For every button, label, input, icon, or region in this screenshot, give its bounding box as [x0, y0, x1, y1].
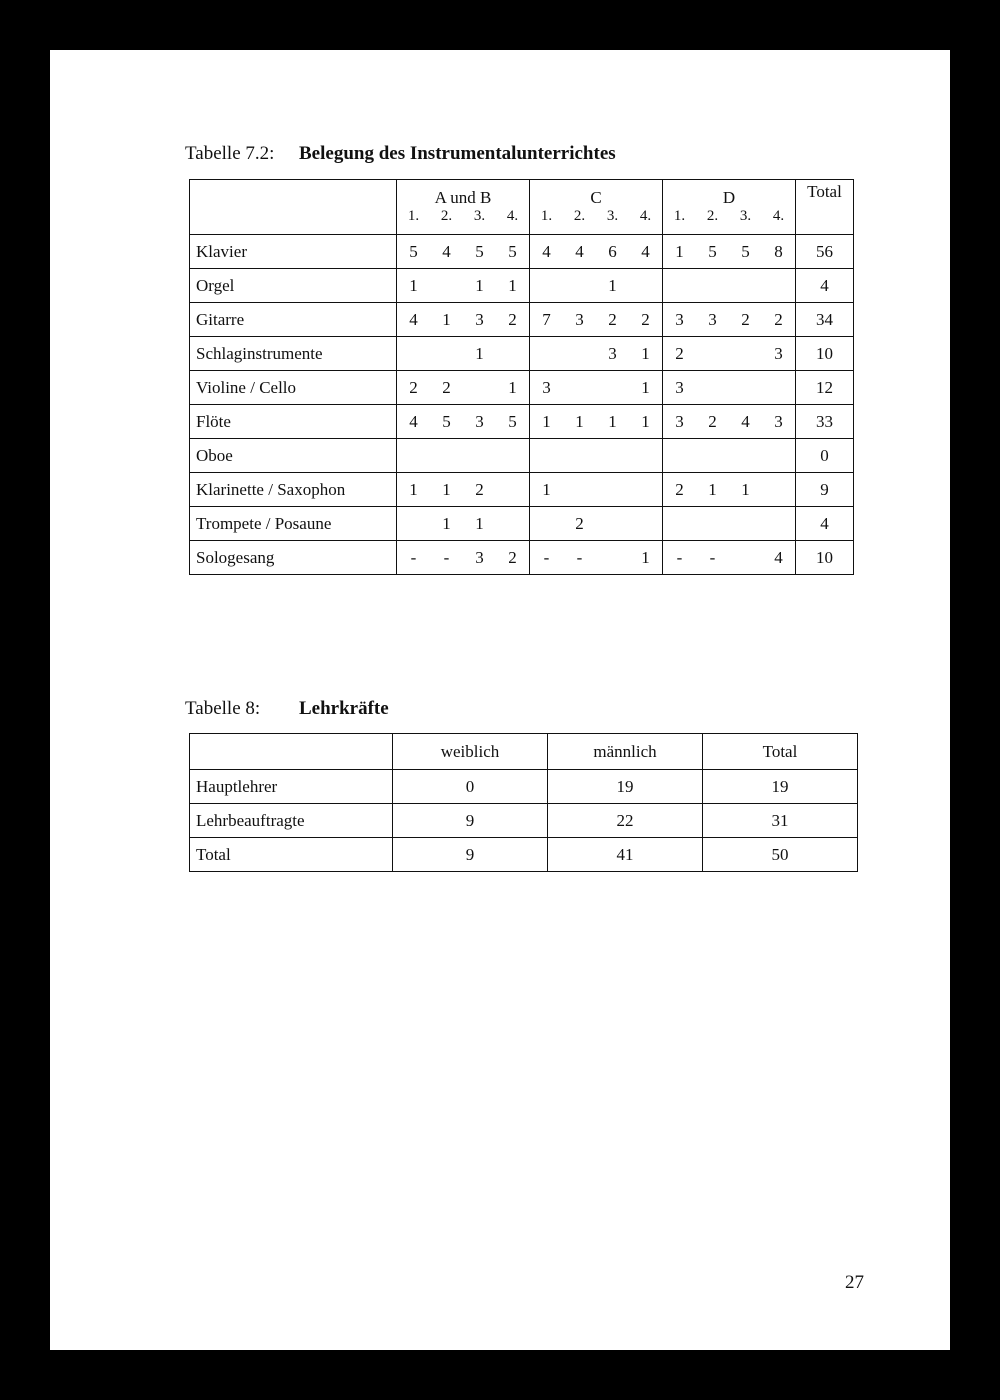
- table-row: [190, 541, 854, 575]
- page-number: 27: [845, 1272, 864, 1293]
- value-cell: [530, 439, 564, 473]
- value-cell: [530, 269, 564, 303]
- value-cell: [530, 507, 564, 541]
- value-cell: 1: [463, 507, 496, 541]
- total-cell: 34: [796, 303, 854, 337]
- value-cell: 3: [530, 371, 564, 405]
- value-cell: [563, 269, 596, 303]
- value-cell: [563, 371, 596, 405]
- value-cell: 2: [729, 303, 762, 337]
- total-cell: 10: [796, 541, 854, 575]
- value-cell: [563, 473, 596, 507]
- value-cell: 4: [729, 405, 762, 439]
- value-cell: 41: [548, 838, 703, 872]
- value-cell: [397, 507, 431, 541]
- value-cell: 3: [762, 337, 796, 371]
- value-cell: [762, 269, 796, 303]
- value-cell: 50: [703, 838, 858, 872]
- total-cell: 4: [796, 507, 854, 541]
- value-cell: [596, 507, 629, 541]
- value-cell: 4: [397, 405, 431, 439]
- value-cell: [496, 337, 530, 371]
- value-cell: [629, 507, 663, 541]
- table-row: [190, 473, 854, 507]
- value-cell: [629, 439, 663, 473]
- value-cell: [696, 269, 729, 303]
- value-cell: 1: [530, 405, 564, 439]
- value-cell: [696, 507, 729, 541]
- value-cell: 1: [430, 473, 463, 507]
- value-cell: 19: [548, 770, 703, 804]
- header-empty-cell: [190, 734, 393, 770]
- total-cell: 10: [796, 337, 854, 371]
- table-7-2-label: Tabelle 7.2:: [185, 143, 275, 164]
- value-cell: 3: [663, 405, 697, 439]
- total-cell: 0: [796, 439, 854, 473]
- column-header: männlich: [548, 734, 703, 770]
- value-cell: 3: [762, 405, 796, 439]
- table-row: [190, 235, 854, 269]
- value-cell: 3: [663, 371, 697, 405]
- sub-header: 4.: [762, 208, 796, 235]
- value-cell: 3: [463, 541, 496, 575]
- table-row: [190, 770, 858, 804]
- value-cell: 9: [393, 804, 548, 838]
- sub-header: 3.: [606, 208, 619, 224]
- row-label: Klavier: [190, 235, 397, 269]
- value-cell: 9: [393, 838, 548, 872]
- value-cell: [397, 337, 431, 371]
- value-cell: [696, 439, 729, 473]
- table-8-label: Tabelle 8:: [185, 698, 261, 719]
- total-header: Total: [807, 182, 842, 201]
- value-cell: [430, 439, 463, 473]
- value-cell: 2: [762, 303, 796, 337]
- value-cell: 6: [596, 235, 629, 269]
- value-cell: 3: [663, 303, 697, 337]
- value-cell: [762, 507, 796, 541]
- total-cell: 12: [796, 371, 854, 405]
- header-empty-cell: [190, 180, 397, 235]
- value-cell: [596, 371, 629, 405]
- table-row: [190, 439, 854, 473]
- value-cell: [430, 337, 463, 371]
- value-cell: 1: [663, 235, 697, 269]
- value-cell: 4: [397, 303, 431, 337]
- value-cell: [729, 269, 762, 303]
- value-cell: [629, 269, 663, 303]
- value-cell: 4: [629, 235, 663, 269]
- value-cell: [762, 439, 796, 473]
- value-cell: 3: [463, 303, 496, 337]
- sub-header: 2.: [573, 208, 586, 224]
- value-cell: [696, 371, 729, 405]
- sub-header: 4.: [629, 208, 663, 235]
- value-cell: 1: [463, 269, 496, 303]
- value-cell: 1: [397, 269, 431, 303]
- table-row: [190, 269, 854, 303]
- value-cell: 5: [696, 235, 729, 269]
- sub-header: 3.: [739, 208, 752, 224]
- value-cell: 19: [703, 770, 858, 804]
- value-cell: 1: [629, 541, 663, 575]
- value-cell: -: [430, 541, 463, 575]
- group-header: C: [530, 180, 663, 209]
- document-page: [50, 50, 950, 1350]
- value-cell: [663, 269, 697, 303]
- value-cell: 2: [696, 405, 729, 439]
- value-cell: [729, 507, 762, 541]
- value-cell: 1: [596, 269, 629, 303]
- group-header: A und B: [397, 180, 530, 209]
- table-8-caption: [185, 698, 389, 720]
- value-cell: 2: [563, 507, 596, 541]
- value-cell: 22: [548, 804, 703, 838]
- row-label: Lehrbeauftragte: [190, 804, 393, 838]
- value-cell: 1: [430, 303, 463, 337]
- value-cell: 8: [762, 235, 796, 269]
- row-label: Sologesang: [190, 541, 397, 575]
- value-cell: 1: [563, 405, 596, 439]
- value-cell: 1: [397, 473, 431, 507]
- row-label: Total: [190, 838, 393, 872]
- value-cell: 1: [696, 473, 729, 507]
- value-cell: 2: [629, 303, 663, 337]
- value-cell: [729, 439, 762, 473]
- value-cell: -: [663, 541, 697, 575]
- value-cell: 1: [629, 405, 663, 439]
- total-cell: 56: [796, 235, 854, 269]
- value-cell: 31: [703, 804, 858, 838]
- value-cell: 1: [629, 371, 663, 405]
- value-cell: 3: [696, 303, 729, 337]
- row-label: Klarinette / Saxophon: [190, 473, 397, 507]
- table-row: [190, 804, 858, 838]
- value-cell: [629, 473, 663, 507]
- value-cell: [729, 371, 762, 405]
- column-header: Total: [703, 734, 858, 770]
- sub-header: 1.: [540, 208, 553, 224]
- row-label: Gitarre: [190, 303, 397, 337]
- value-cell: 2: [663, 473, 697, 507]
- instrument-table: [189, 179, 854, 575]
- row-label: Schlaginstrumente: [190, 337, 397, 371]
- value-cell: -: [563, 541, 596, 575]
- value-cell: -: [397, 541, 431, 575]
- total-cell: 9: [796, 473, 854, 507]
- value-cell: 1: [729, 473, 762, 507]
- value-cell: 2: [463, 473, 496, 507]
- row-label: Violine / Cello: [190, 371, 397, 405]
- row-label: Oboe: [190, 439, 397, 473]
- value-cell: -: [696, 541, 729, 575]
- value-cell: 2: [496, 541, 530, 575]
- value-cell: -: [530, 541, 564, 575]
- sub-header: 2.: [706, 208, 719, 224]
- row-label: Hauptlehrer: [190, 770, 393, 804]
- value-cell: 3: [463, 405, 496, 439]
- value-cell: 4: [762, 541, 796, 575]
- sub-header: 1.: [673, 208, 686, 224]
- group-header: D: [663, 180, 796, 209]
- value-cell: 5: [729, 235, 762, 269]
- value-cell: 5: [496, 235, 530, 269]
- value-cell: 4: [563, 235, 596, 269]
- value-cell: [729, 337, 762, 371]
- row-label: Orgel: [190, 269, 397, 303]
- column-header: weiblich: [393, 734, 548, 770]
- table-header-row: [190, 180, 854, 209]
- value-cell: 1: [629, 337, 663, 371]
- sub-header: 1.: [407, 208, 420, 224]
- value-cell: 4: [430, 235, 463, 269]
- value-cell: 1: [530, 473, 564, 507]
- value-cell: [530, 337, 564, 371]
- value-cell: 2: [663, 337, 697, 371]
- value-cell: 2: [596, 303, 629, 337]
- value-cell: [729, 541, 762, 575]
- value-cell: 1: [596, 405, 629, 439]
- value-cell: [463, 439, 496, 473]
- value-cell: 4: [530, 235, 564, 269]
- value-cell: [596, 473, 629, 507]
- value-cell: [496, 507, 530, 541]
- table-7-2-title: Belegung des Instrumentalunterrichtes: [299, 143, 616, 164]
- value-cell: 2: [496, 303, 530, 337]
- value-cell: [397, 439, 431, 473]
- value-cell: 1: [463, 337, 496, 371]
- value-cell: [496, 439, 530, 473]
- value-cell: 2: [430, 371, 463, 405]
- sub-header: 3.: [473, 208, 486, 224]
- value-cell: [596, 541, 629, 575]
- table-row: [190, 303, 854, 337]
- value-cell: 7: [530, 303, 564, 337]
- value-cell: 1: [496, 371, 530, 405]
- value-cell: [430, 269, 463, 303]
- table-row: [190, 337, 854, 371]
- table-row: [190, 507, 854, 541]
- table-row: [190, 838, 858, 872]
- table-8-title: Lehrkräfte: [299, 698, 389, 719]
- table-row: [190, 405, 854, 439]
- value-cell: [762, 473, 796, 507]
- value-cell: 1: [430, 507, 463, 541]
- sub-header: 2.: [440, 208, 453, 224]
- value-cell: 5: [496, 405, 530, 439]
- value-cell: 0: [393, 770, 548, 804]
- total-cell: 33: [796, 405, 854, 439]
- table-row: [190, 371, 854, 405]
- value-cell: 5: [463, 235, 496, 269]
- sub-header: 4.: [496, 208, 530, 235]
- total-cell: 4: [796, 269, 854, 303]
- value-cell: 5: [397, 235, 431, 269]
- value-cell: [496, 473, 530, 507]
- value-cell: [762, 371, 796, 405]
- row-label: Flöte: [190, 405, 397, 439]
- table-7-2-caption: [185, 143, 616, 165]
- value-cell: 3: [563, 303, 596, 337]
- value-cell: 1: [496, 269, 530, 303]
- value-cell: 2: [397, 371, 431, 405]
- value-cell: [696, 337, 729, 371]
- value-cell: 5: [430, 405, 463, 439]
- value-cell: [663, 439, 697, 473]
- row-label: Trompete / Posaune: [190, 507, 397, 541]
- value-cell: [596, 439, 629, 473]
- value-cell: [563, 337, 596, 371]
- value-cell: 3: [596, 337, 629, 371]
- teachers-table: [189, 733, 858, 872]
- value-cell: [563, 439, 596, 473]
- value-cell: [663, 507, 697, 541]
- table-header-row: [190, 734, 858, 770]
- value-cell: [463, 371, 496, 405]
